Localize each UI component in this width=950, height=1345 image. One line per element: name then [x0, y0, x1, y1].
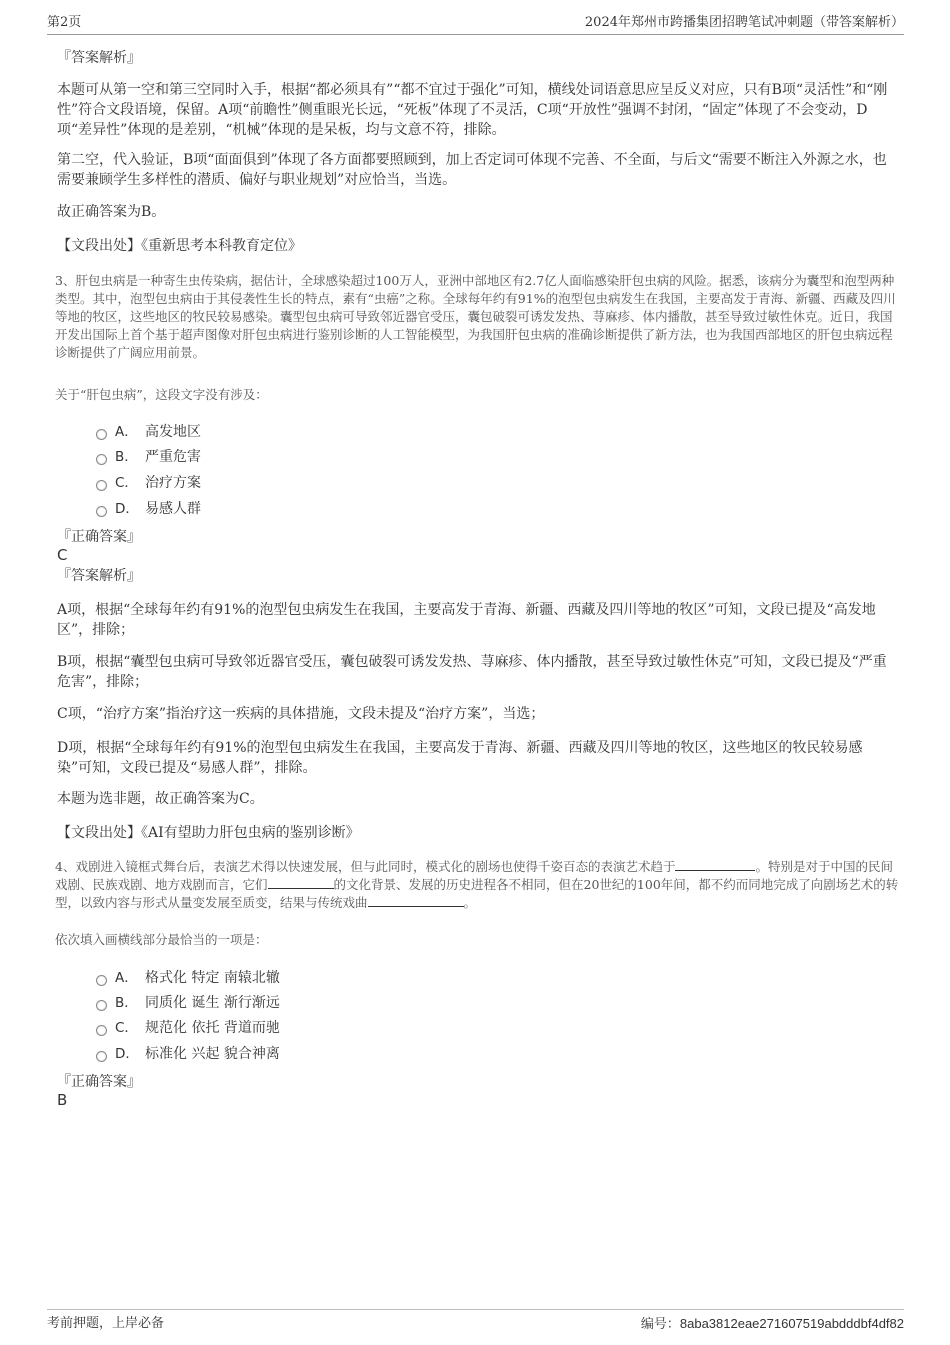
radio-icon[interactable] [96, 975, 107, 986]
q3-analysis-conclusion: 本题为选非题，故正确答案为C。 [57, 791, 264, 807]
page-number: 第2页 [47, 15, 82, 30]
q3-stem: 3、肝包虫病是一种寄生虫传染病，据估计，全球感染超过100万人，亚洲中部地区有2.7亿人面临感染肝包虫病的风险。据悉，该病分为囊型和泡型两种类型。其中，泡型包虫病由于其侵袭性生长的特点，素有“虫癌”之称。全球每年约有91%的泡型包虫病发生在我国，主要高发于青海、新疆、西藏及四川等地的牧区，这些地区的牧民较易感染。囊型包虫病可导致邻近器官受压，囊包破裂可诱发发热、荨麻疹、体内播散，甚至导致过敏性休克。近日，我国开发出国际上首个基于超声图像对肝包虫病进行鉴别诊断的人工智能模型，为我国肝包虫病的准确诊断提供了新方法，也为我国西部地区的肝包虫病远程诊断提供了广阔应用前景。 [55, 273, 896, 360]
page-header [47, 14, 904, 35]
q3-analysis-d: D项，根据“全球每年约有91%的泡型包虫病发生在我国，主要高发于青海、新疆、西藏及四川等地的牧区，这些地区的牧民较易感染”可知，文段已提及“易感人群”，排除。 [57, 740, 863, 776]
q3-option-a[interactable]: A． 高发地区 [96, 422, 201, 442]
q2-analysis-para2: 第二空，代入验证，B项“面面俱到”体现了各方面都要照顾到，加上否定词可体现不完善、不全面，与后文“需要不断注入外源之水，也需要兼顾学生多样性的潜质、偏好与职业规划”对应恰当，当选。 [57, 152, 887, 188]
q3-source: 【文段出处】《AI有望助力肝包虫病的鉴别诊断》 [57, 825, 360, 841]
radio-icon[interactable] [96, 454, 107, 465]
footer-code: 编号：8aba3812eae271607519abdddbf4df82 [640, 1316, 904, 1332]
q3-correct-label: 『正确答案』 [57, 529, 141, 545]
radio-icon[interactable] [96, 1025, 107, 1036]
q4-option-b[interactable]: B． 同质化 诞生 渐行渐远 [96, 993, 280, 1013]
radio-icon[interactable] [96, 506, 107, 517]
q4-option-d[interactable]: D． 标准化 兴起 貌合神离 [96, 1044, 280, 1064]
q2-source: 【文段出处】《重新思考本科教育定位》 [57, 238, 302, 254]
blank-1 [675, 858, 755, 871]
q3-analysis-label: 『答案解析』 [57, 568, 141, 584]
q3-analysis-a: A项，根据“全球每年约有91%的泡型包虫病发生在我国，主要高发于青海、新疆、西藏及四川等地的牧区”可知，文段已提及“高发地区”，排除； [57, 602, 876, 638]
q2-analysis-label: 『答案解析』 [57, 50, 141, 66]
document-title: 2024年郑州市跨播集团招聘笔试冲刺题（带答案解析） [584, 15, 904, 30]
blank-2 [268, 876, 334, 889]
page-footer [47, 1309, 904, 1334]
q3-analysis-c: C项，“治疗方案”指治疗这一疾病的具体措施，文段未提及“治疗方案”，当选； [57, 706, 545, 722]
footer-slogan: 考前押题，上岸必备 [47, 1316, 165, 1331]
q2-analysis-para1: 本题可从第一空和第三空同时入手，根据“都必须具有”“都不宜过于强化”可知，横线处词语意思应呈反义对应，只有B项“灵活性”和“刚性”符合文段语境，保留。A项“前瞻性”侧重眼光长远，“死板”体现了不灵活，C项“开放性”强调不封闭，“固定”体现了不会变动，D项“差异性”体现的是差别，“机械”体现的是呆板，均与文意不符，排除。 [57, 82, 888, 138]
q3-analysis-b: B项，根据“囊型包虫病可导致邻近器官受压，囊包破裂可诱发发热、荨麻疹、体内播散，甚至导致过敏性休克”可知，文段已提及“严重危害”，排除； [57, 654, 887, 690]
q4-option-c[interactable]: C． 规范化 依托 背道而驰 [96, 1018, 280, 1038]
q4-stem: 4、戏剧进入镜框式舞台后，表演艺术得以快速发展，但与此同时，模式化的剧场也使得千姿百态的表演艺术趋于 。特别是对于中国的民间戏剧、民族戏剧、地方戏剧而言，它们 的文化背景、发展的历史进程各不相同，但在20世纪的100年间，都不约而同地完成了向剧场艺术的转型，以致内容与形式从量变发展至质变，结果与传统戏曲 。 [55, 859, 899, 910]
q3-question: 关于“肝包虫病”，这段文字没有涉及： [55, 387, 268, 402]
q4-question: 依次填入画横线部分最恰当的一项是： [55, 932, 268, 947]
radio-icon[interactable] [96, 1000, 107, 1011]
blank-3 [368, 894, 464, 907]
radio-icon[interactable] [96, 429, 107, 440]
q4-correct-label: 『正确答案』 [57, 1074, 141, 1090]
q3-correct-answer: C [57, 546, 68, 564]
q4-option-a[interactable]: A． 格式化 特定 南辕北辙 [96, 968, 280, 988]
q3-option-c[interactable]: C． 治疗方案 [96, 473, 201, 493]
q2-analysis-para3: 故正确答案为B。 [57, 204, 166, 220]
q3-option-d[interactable]: D． 易感人群 [96, 499, 201, 519]
radio-icon[interactable] [96, 480, 107, 491]
radio-icon[interactable] [96, 1051, 107, 1062]
q4-correct-answer: B [57, 1091, 68, 1109]
q3-option-b[interactable]: B． 严重危害 [96, 447, 201, 467]
